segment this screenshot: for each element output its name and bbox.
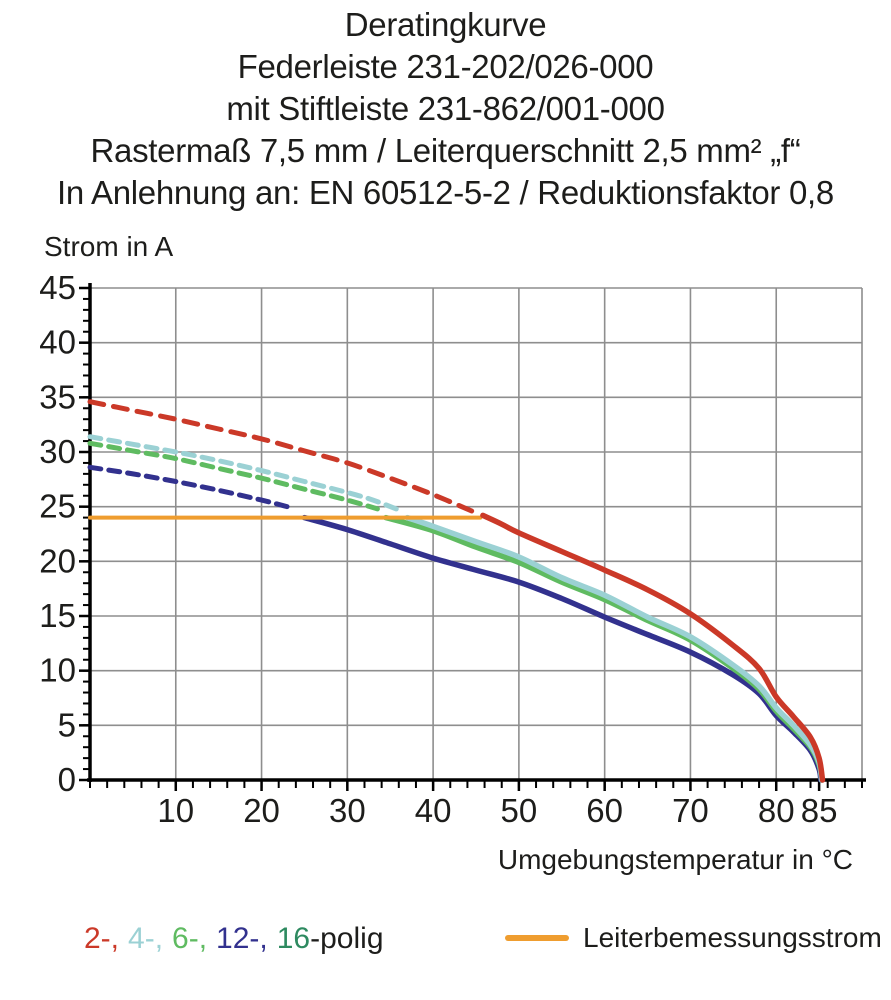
x-tick-label: 70 xyxy=(672,792,709,829)
x-tick-label: 50 xyxy=(500,792,538,829)
x-tick-label: 80 xyxy=(757,792,795,829)
title-line-4: Rastermaß 7,5 mm / Leiterquerschnitt 2,5 mm² „f“ xyxy=(90,132,801,169)
y-axis-title: Strom in A xyxy=(44,231,174,262)
x-axis-title: Umgebungstemperatur in °C xyxy=(497,844,853,875)
title-line-2: Federleiste 231-202/026-000 xyxy=(237,48,654,85)
x-tick-label: 30 xyxy=(328,792,366,829)
title-line-3: mit Stiftleiste 231-862/001-000 xyxy=(226,90,665,127)
curve-12-polig-grenzstrom-gestrichelt- xyxy=(90,467,287,506)
y-tick-label: 15 xyxy=(39,597,76,634)
legend-pole-suffix: -polig xyxy=(310,922,384,955)
legend-pole-6: 6-, xyxy=(172,922,208,955)
rated-current-legend xyxy=(505,922,882,954)
y-tick-label: 45 xyxy=(39,269,76,306)
y-tick-label: 30 xyxy=(39,433,76,470)
y-tick-label: 10 xyxy=(39,651,76,689)
x-tick-label: 60 xyxy=(586,792,624,829)
x-tick-label: 85 xyxy=(800,792,838,829)
curve-2-polig-grenzstrom-gestrichelt- xyxy=(90,402,472,511)
y-tick-label: 35 xyxy=(39,378,76,416)
y-tick-label: 5 xyxy=(57,706,76,744)
title-line-5: In Anlehnung an: EN 60512-5-2 / Reduktionsfaktor 0,8 xyxy=(57,174,834,211)
legend-pole-4: 4-, xyxy=(128,922,164,955)
legend-pole-2: 2-, xyxy=(84,922,120,955)
poles-legend xyxy=(84,922,384,956)
y-tick-label: 0 xyxy=(57,761,76,798)
title-line-1: Deratingkurve xyxy=(344,6,547,43)
rated-current-line-swatch xyxy=(505,935,569,941)
curve-4-polig-derating xyxy=(407,518,821,780)
y-tick-label: 25 xyxy=(39,487,76,525)
rated-current-label: Leiterbemessungsstrom xyxy=(583,922,882,953)
legend-pole-12: 12-, xyxy=(216,922,268,955)
curve-6-polig-derating xyxy=(386,518,822,780)
x-tick-label: 20 xyxy=(243,792,280,829)
curve-12-polig-derating xyxy=(304,518,820,780)
x-tick-label: 10 xyxy=(157,792,195,829)
y-tick-label: 20 xyxy=(39,542,76,580)
y-tick-label: 40 xyxy=(39,323,76,361)
legend-pole-16: 16 xyxy=(276,922,311,955)
x-tick-label: 40 xyxy=(414,792,452,829)
curve-2-polig-derating xyxy=(483,515,823,780)
